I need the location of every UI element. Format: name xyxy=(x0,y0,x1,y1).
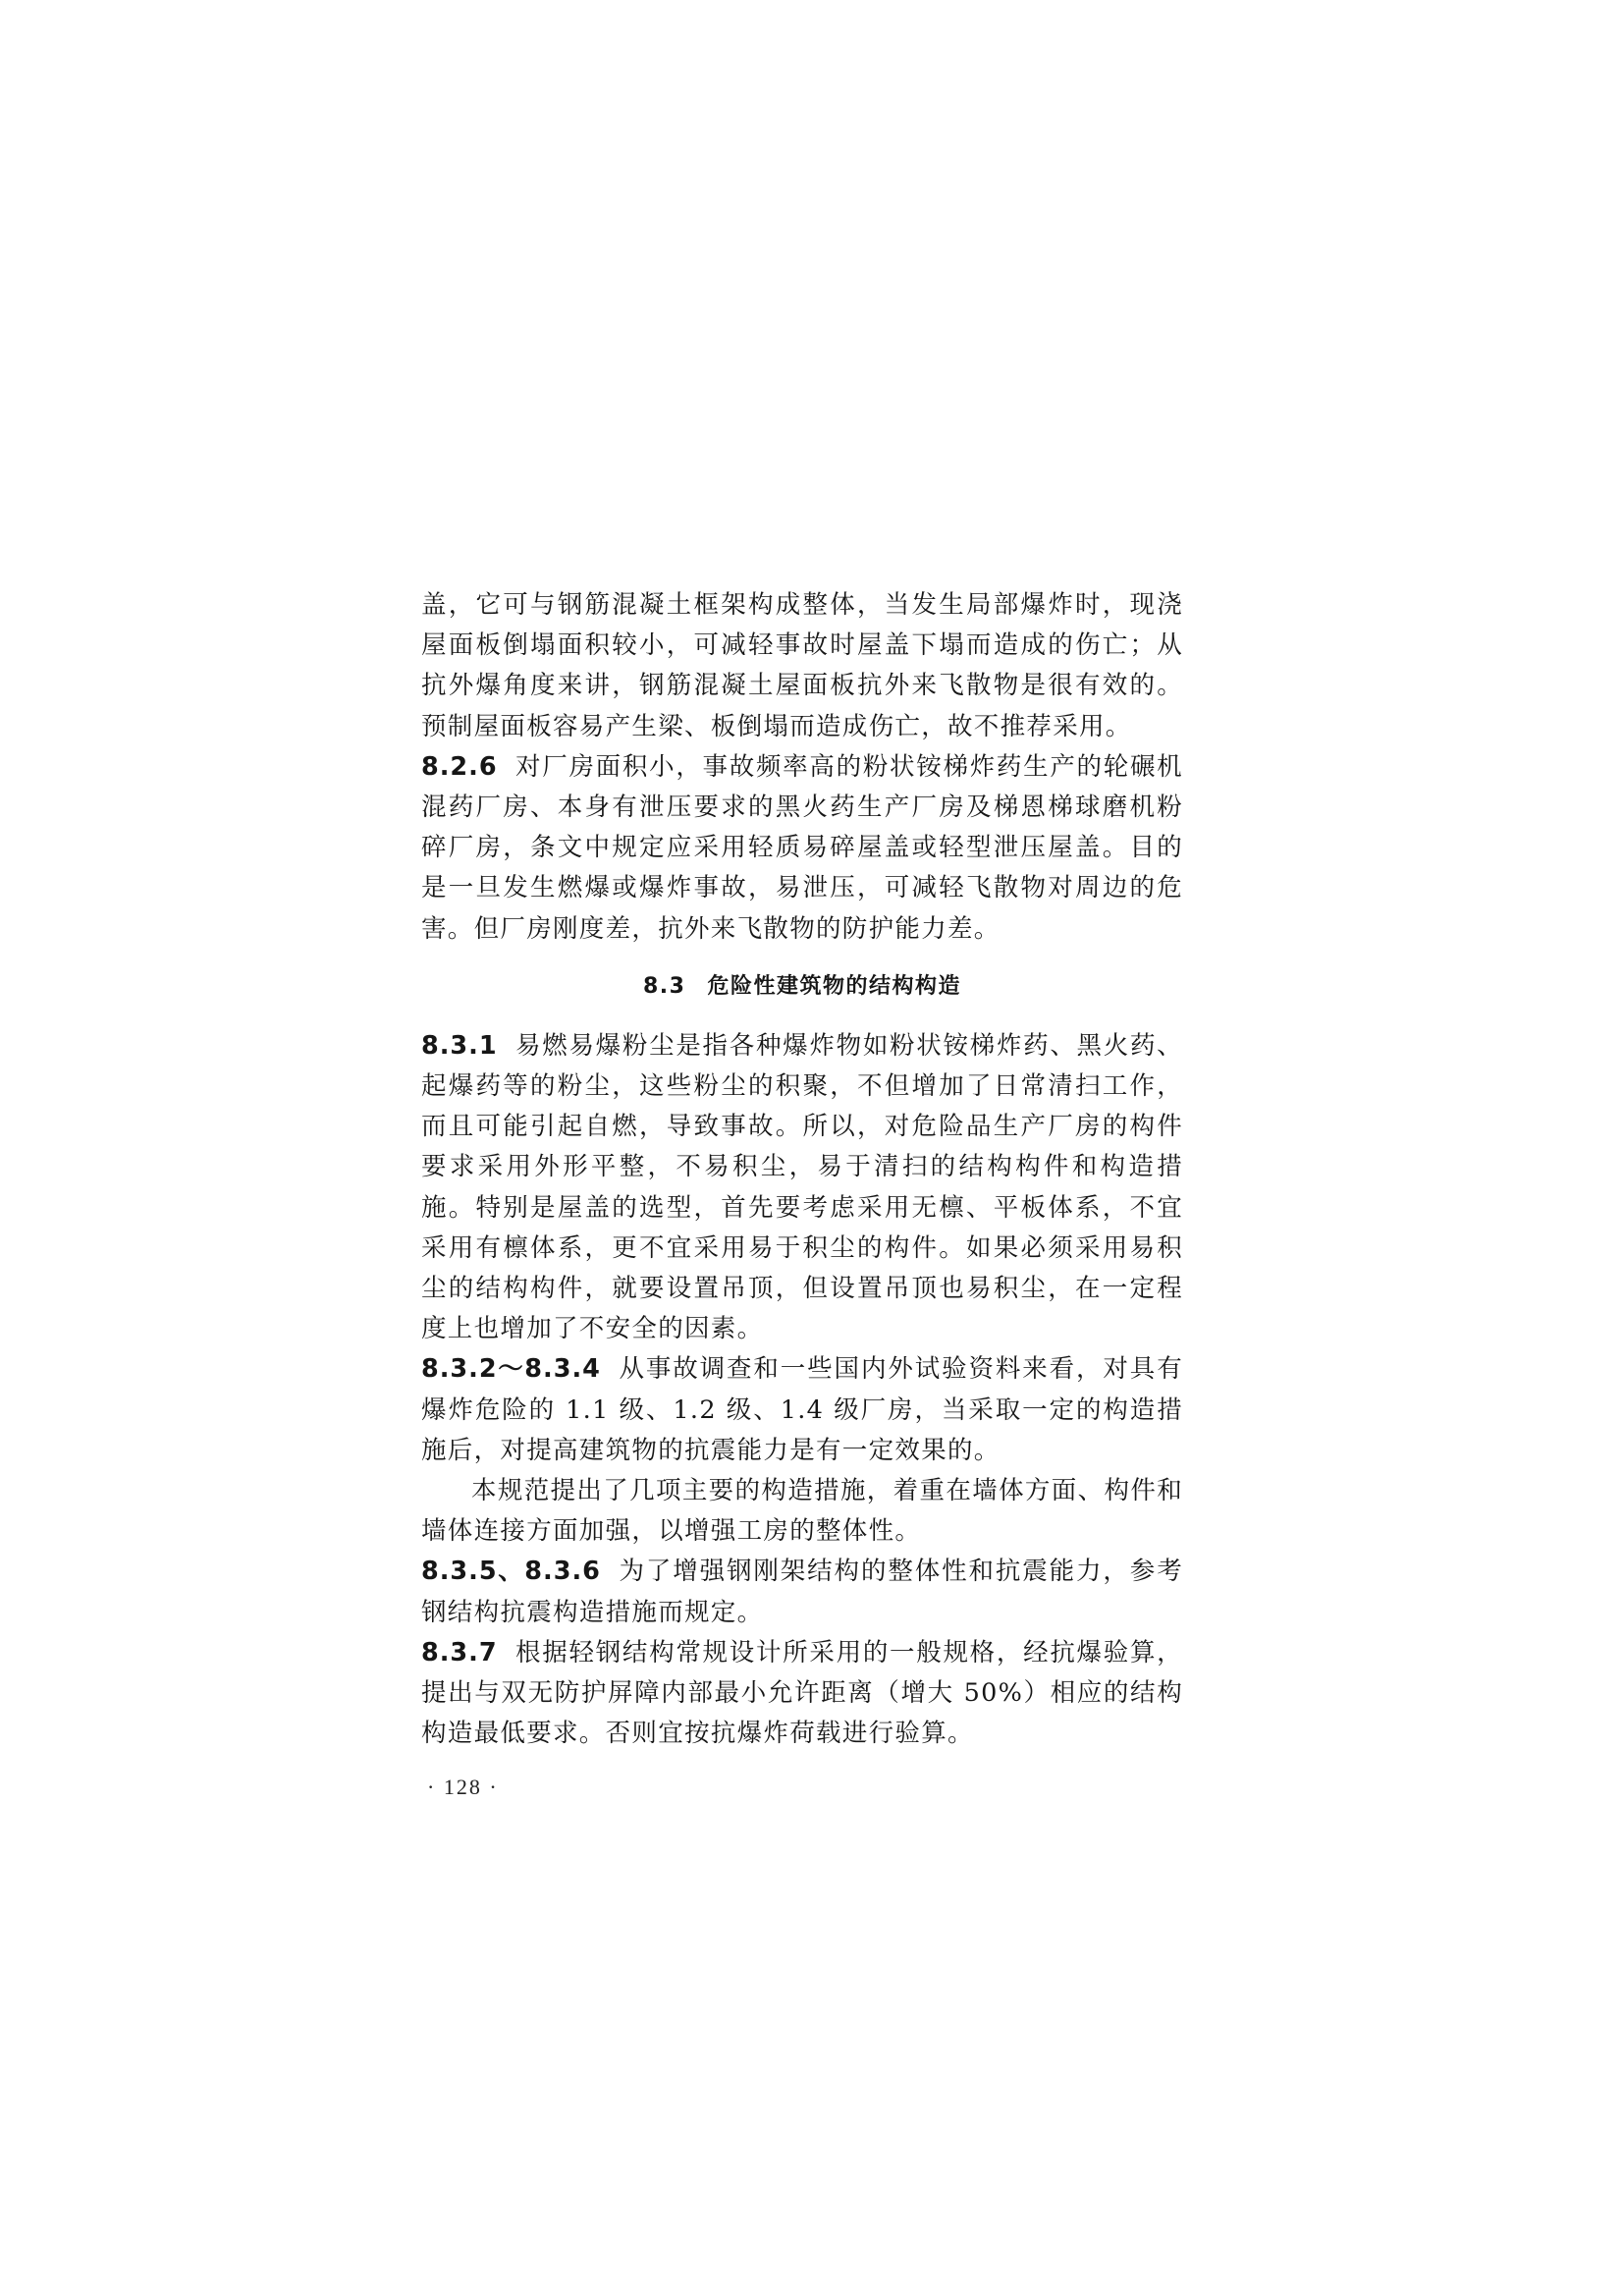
clause-8-3-2-to-8-3-4 xyxy=(421,1349,1183,1471)
clause-8-3-7 xyxy=(421,1633,1183,1755)
clause-8-2-6 xyxy=(421,747,1183,950)
clause-text: 对厂房面积小，事故频率高的粉状铵梯炸药生产的轮碾机混药厂房、本身有泄压要求的黑火药生产厂房及梯恩梯球磨机粉碎厂房，条文中规定应采用轻质易碎屋盖或轻型泄压屋盖。目的是一旦发生燃爆或爆炸事故，易泄压，可减轻飞散物对周边的危害。但厂房刚度差，抗外来飞散物的防护能力差。 xyxy=(421,751,1183,944)
clause-8-3-1 xyxy=(421,1026,1183,1350)
clause-text: 易燃易爆粉尘是指各种爆炸物如粉状铵梯炸药、黑火药、起爆药等的粉尘，这些粉尘的积聚，不但增加了日常清扫工作，而且可能引起自燃，导致事故。所以，对危险品生产厂房的构件要求采用外形平整，不易积尘，易于清扫的结构构件和构造措施。特别是屋盖的选型，首先要考虑采用无檩、平板体系，不宜采用有檩体系，更不宜采用易于积尘的构件。如果必须采用易积尘的结构构件，就要设置吊顶，但设置吊顶也易积尘，在一定程度上也增加了不安全的因素。 xyxy=(421,1030,1183,1344)
page-number: · 128 · xyxy=(427,1775,499,1799)
paragraph-continued: 盖，它可与钢筋混凝土框架构成整体，当发生局部爆炸时，现浇屋面板倒塌面积较小，可减轻事故时屋盖下塌而造成的伤亡；从抗外爆角度来讲，钢筋混凝土屋面板抗外来飞散物是很有效的。预制屋面板容易产生梁、板倒塌而造成伤亡，故不推荐采用。 xyxy=(421,590,1183,741)
clause-number: 8.3.2～8.3.4 xyxy=(421,1354,601,1385)
clause-text: 根据轻钢结构常规设计所采用的一般规格，经抗爆验算，提出与双无防护屏障内部最小允许距离（增大 50%）相应的结构构造最低要求。否则宜按抗爆炸荷载进行验算。 xyxy=(421,1637,1183,1749)
clause-text: 为了增强钢刚架结构的整体性和抗震能力，参考钢结构抗震构造措施而规定。 xyxy=(421,1557,1183,1627)
document-body xyxy=(421,585,1183,1754)
clause-number: 8.3.7 xyxy=(421,1637,498,1667)
section-title: 危险性建筑物的结构构造 xyxy=(707,973,961,999)
clause-number: 8.2.6 xyxy=(421,751,498,782)
clause-text: 从事故调查和一些国内外试验资料来看，对具有爆炸危险的 1.1 级、1.2 级、1.4 级厂房，当采取一定的构造措施后，对提高建筑物的抗震能力是有一定效果的。 xyxy=(421,1354,1183,1465)
clause-number: 8.3.5、8.3.6 xyxy=(421,1557,601,1587)
clause-number: 8.3.1 xyxy=(421,1030,498,1061)
section-heading xyxy=(421,969,1183,1000)
clause-8-3-5-8-3-6 xyxy=(421,1552,1183,1632)
section-number: 8.3 xyxy=(643,973,686,999)
paragraph-indented: 本规范提出了几项主要的构造措施，着重在墙体方面、构件和墙体连接方面加强，以增强工房的整体性。 xyxy=(421,1476,1183,1547)
